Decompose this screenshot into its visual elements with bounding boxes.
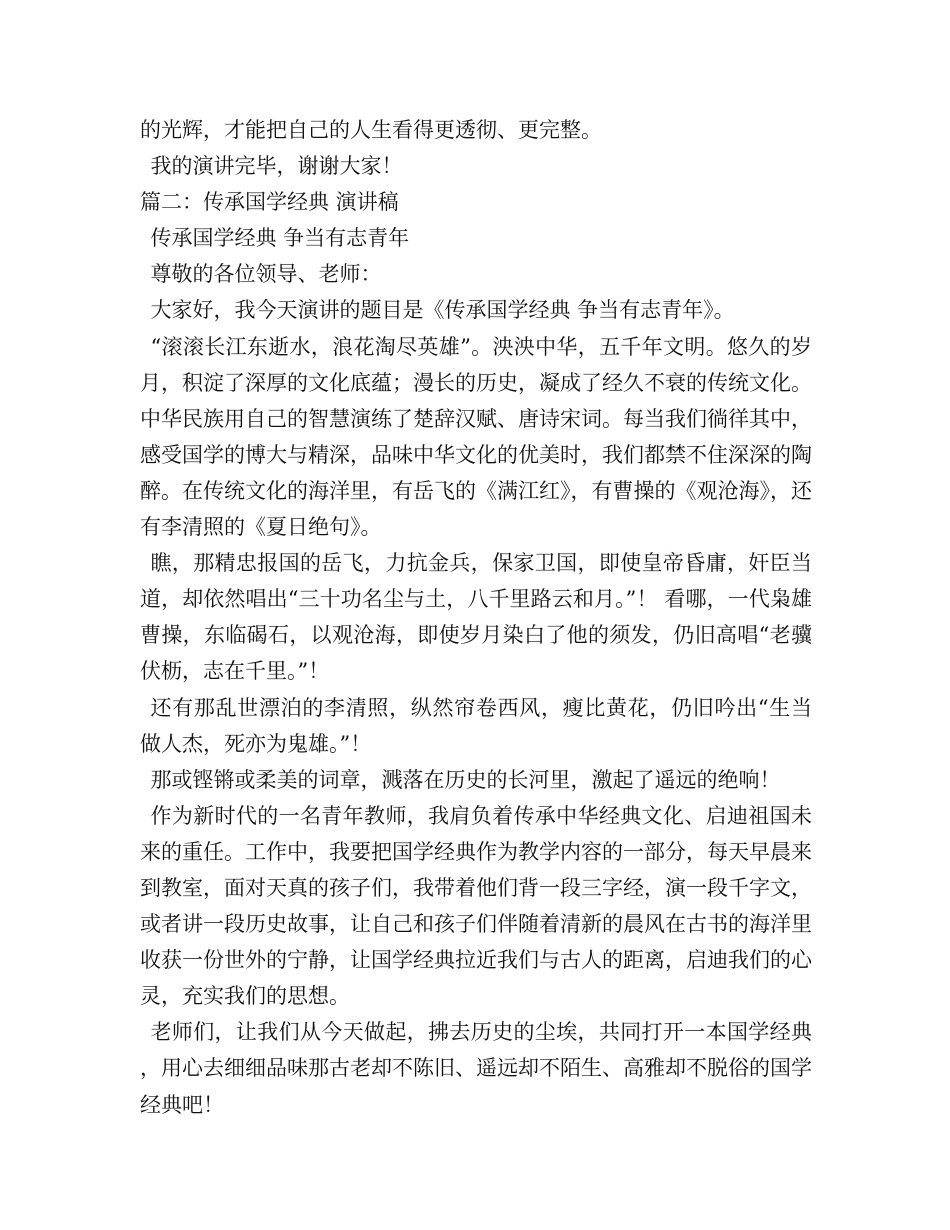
salutation: 尊敬的各位领导、老师：	[150, 262, 382, 287]
paragraph-call-to-action: 老师们，让我们从今天做起，拂去历史的尘埃，共同打开一本国学经典，用心去细细品味那古老却不陈旧、遥远却不陌生、高雅却不脱俗的国学经典吧！	[140, 1020, 812, 1117]
paragraph-teacher: 作为新时代的一名青年教师，我肩负着传承中华经典文化、启迪祖国未来的重任。工作中，我要把国学经典作为教学内容的一部分，每天早晨来到教室，面对天真的孩子们，我带着他们背一段三字经，演一段千字文，或者讲一段历史故事，让自己和孩子们伴随着清新的晨风在古书的海洋里收获一份世外的宁静，让国学经典拉近我们与古人的距离，启迪我们的心灵，充实我们的思想。	[140, 803, 812, 1009]
paragraph-closing: 我的演讲完毕，谢谢大家！	[150, 154, 403, 179]
paragraph-continuation: 的光辉，才能把自己的人生看得更透彻、更完整。	[140, 118, 602, 142]
section-heading: 篇二：传承国学经典 演讲稿	[140, 190, 399, 215]
paragraph-echo: 那或铿锵或柔美的词章，溅落在历史的长河里，激起了遥远的绝响！	[150, 767, 781, 792]
paragraph-culture: “滚滚长江东逝水，浪花淘尽英雄”。泱泱中华，五千年文明。悠久的岁月，积淀了深厚的文化底蕴；漫长的历史，凝成了经久不衰的传统文化。中华民族用自己的智慧演练了楚辞汉赋、唐诗宋词。每当我们徜徉其中，感受国学的博大与精深，品味中华文化的优美时，我们都禁不住深深的陶醉。在传统文化的海洋里，有岳飞的《满江红》，有曹操的《观沧海》，还有李清照的《夏日绝句》。	[140, 334, 812, 540]
paragraph-liqingzhao: 还有那乱世漂泊的李清照，纵然帘卷西风，瘦比黄花，仍旧吟出“生当做人杰，死亦为鬼雄。”！	[140, 695, 812, 756]
paragraph-greeting: 大家好，我今天演讲的题目是《传承国学经典 争当有志青年》。	[150, 298, 735, 323]
paragraph-yuefei-caocao: 瞧，那精忠报国的岳飞，力抗金兵，保家卫国，即使皇帝昏庸，奸臣当道，却依然唱出“三十功名尘与土，八千里路云和月。”！ 看哪，一代枭雄曹操，东临碣石，以观沧海，即使岁月染白了他的须发，仍旧高唱“老骥伏枥，志在千里。”！	[140, 551, 812, 684]
speech-title: 传承国学经典 争当有志青年	[150, 226, 410, 251]
document-page	[140, 112, 812, 1123]
